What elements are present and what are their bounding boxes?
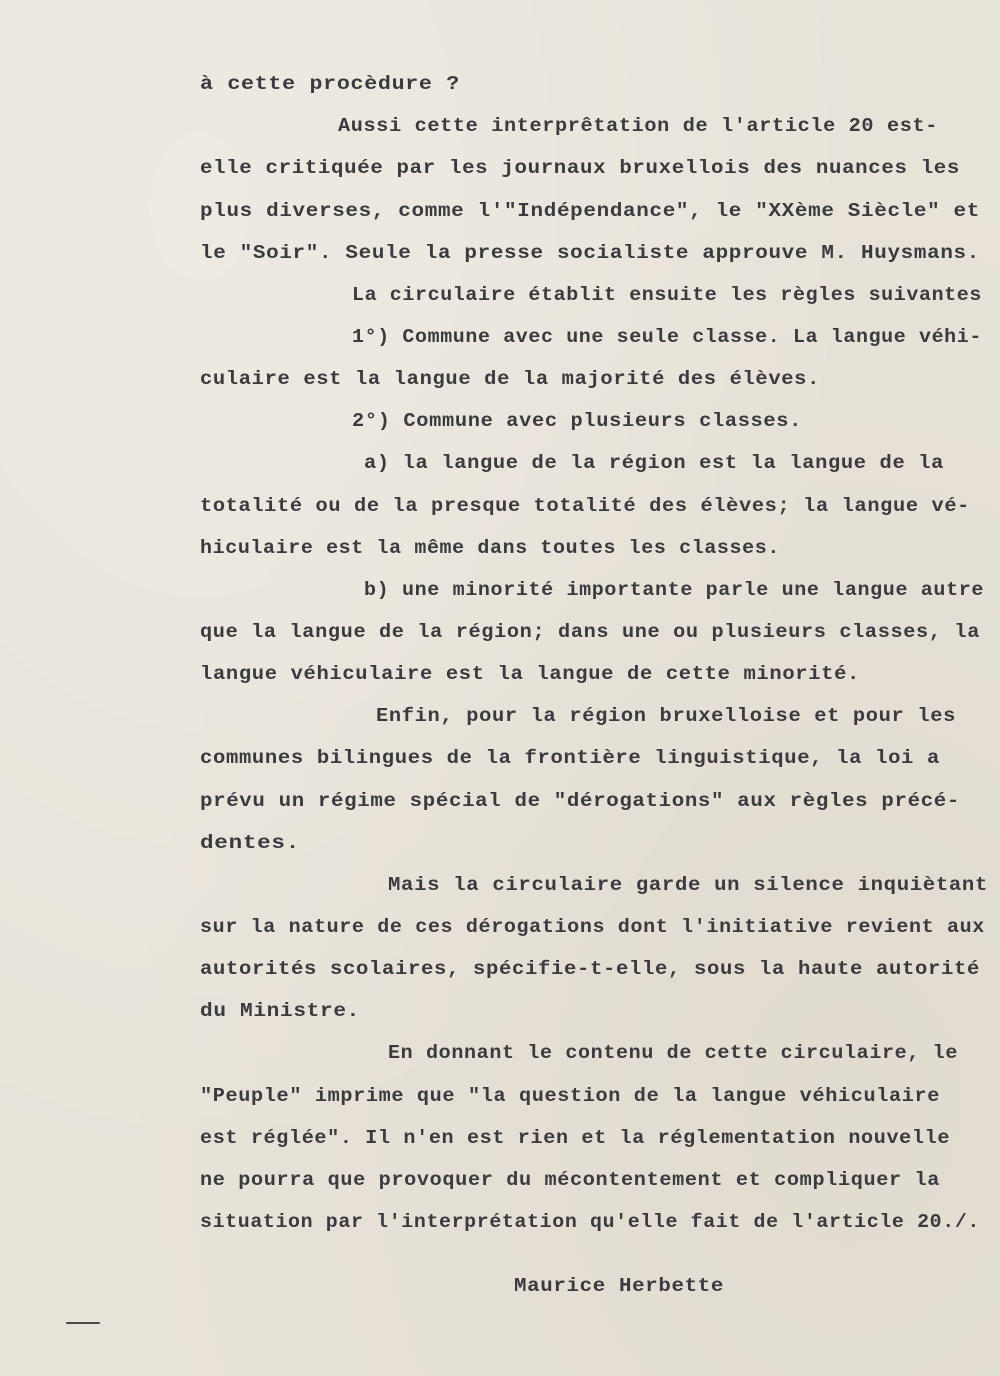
margin-dash-mark: [66, 1322, 100, 1324]
text-line: 1°) Commune avec une seule classe. La langue véhi-: [352, 326, 982, 348]
text-line: situation par l'interprétation qu'elle fait de l'article 20./.: [200, 1211, 980, 1233]
text-line: ne pourra que provoquer du mécontentement et compliquer la: [200, 1169, 941, 1191]
text-line: que la langue de la région; dans une ou plusieurs classes, la: [200, 621, 981, 643]
text-line: à cette procèdure ?: [200, 73, 460, 95]
text-line: le "Soir". Seule la presse socialiste approuve M. Huysmans.: [200, 242, 980, 264]
text-line: sur la nature de ces dérogations dont l'initiative revient aux: [200, 916, 985, 938]
text-line: La circulaire établit ensuite les règles suivantes: [352, 284, 982, 306]
text-line: a) la langue de la région est la langue de la: [364, 452, 945, 474]
text-line: "Peuple" imprime que "la question de la langue véhiculaire: [200, 1085, 941, 1107]
text-line: plus diverses, comme l'"Indépendance", le "XXème Siècle" et: [200, 200, 980, 222]
text-line: elle critiquée par les journaux bruxellois des nuances les: [200, 157, 961, 179]
text-line: communes bilingues de la frontière linguistique, la loi a: [200, 747, 941, 769]
text-line: En donnant le contenu de cette circulaire, le: [388, 1042, 959, 1064]
text-line: Mais la circulaire garde un silence inquiètant: [388, 874, 989, 896]
text-line: dentes.: [200, 832, 301, 854]
text-line: culaire est la langue de la majorité des élèves.: [200, 368, 820, 390]
text-line: langue véhiculaire est la langue de cette minorité.: [200, 663, 860, 685]
text-line: est réglée". Il n'en est rien et la réglementation nouvelle: [200, 1127, 951, 1149]
text-line: b) une minorité importante parle une langue autre: [364, 579, 985, 601]
text-line: 2°) Commune avec plusieurs classes.: [352, 410, 802, 432]
text-line: totalité ou de la presque totalité des élèves; la langue vé-: [200, 495, 971, 517]
text-line: Enfin, pour la région bruxelloise et pour les: [376, 705, 957, 727]
text-line: du Ministre.: [200, 1000, 361, 1022]
text-line: hiculaire est la même dans toutes les classes.: [200, 537, 780, 559]
text-line: prévu un régime spécial de "dérogations" aux règles précé-: [200, 790, 961, 812]
text-line: Aussi cette interprêtation de l'article 20 est-: [338, 115, 939, 137]
text-line: autorités scolaires, spécifie-t-elle, sous la haute autorité: [200, 958, 980, 980]
signature: Maurice Herbette: [514, 1275, 725, 1297]
